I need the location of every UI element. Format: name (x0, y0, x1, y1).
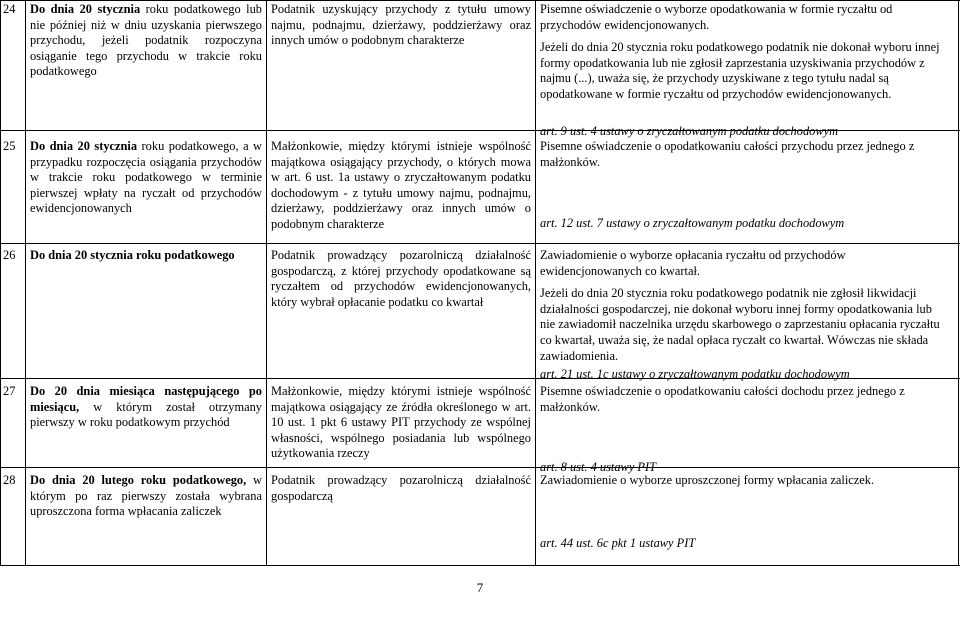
row-number: 28 (3, 473, 16, 487)
taxpayer-cell: Podatnik uzyskujący przychody z tytułu umowy najmu, podnajmu, dzierżawy, poddzierżawy oraz innych umów o podobnym charakterze (271, 2, 531, 48)
action-text: Zawiadomienie o wyborze uproszczonej formy wpłacania zaliczek. (540, 473, 875, 487)
action-text: Jeżeli do dnia 20 stycznia roku podatkowego podatnik nie zgłosił likwidacji działalności gospodarczej, nie dokonał wyboru innej formy opodatkowania lub nie zawiadomił naczelnika urzędu skarbowego o zaprzestaniu opłacania ryczałtu co kwartał, uważa się, że nadal opłaca ryczałt co kwartał. Wówczas nie składa zawiadomienia. (540, 286, 940, 363)
action-cell (540, 139, 950, 170)
deadline-cell (30, 2, 262, 80)
taxpayer-cell: Podatnik prowadzący pozarolniczą działalność gospodarczą (271, 473, 531, 503)
column-divider (266, 0, 267, 565)
deadline-cell (30, 248, 262, 264)
legal-reference: art. 44 ust. 6c pkt 1 ustawy PIT (540, 536, 696, 550)
column-divider (0, 0, 1, 565)
deadline-bold: Do dnia 20 stycznia (30, 139, 138, 153)
legal-reference: art. 9 ust. 4 ustawy o zryczałtowanym podatku dochodowym (540, 124, 839, 138)
column-divider (25, 0, 26, 565)
legal-reference: art. 21 ust. 1c ustawy o zryczałtowanym podatku dochodowym (540, 367, 850, 381)
taxpayer-cell: Podatnik prowadzący pozarolniczą działalność gospodarczą, z której przychody opodatkowane są ryczałtem od przychodów ewidencjonowanych, który wybrał opłacanie podatku co kwartał (271, 248, 531, 309)
legal-reference: art. 8 ust. 4 ustawy PIT (540, 460, 656, 474)
legal-reference: art. 12 ust. 7 ustawy o zryczałtowanym podatku dochodowym (540, 216, 845, 230)
deadline-cell (30, 384, 262, 431)
action-text: Pisemne oświadczenie o opodatkowaniu całości przychodu przez jednego z małżonków. (540, 139, 915, 169)
row-number: 27 (3, 384, 16, 398)
deadline-bold: Do dnia 20 stycznia (30, 2, 141, 16)
column-divider (958, 0, 959, 565)
taxpayer-cell: Małżonkowie, między którymi istnieje wspólność majątkowa osiągający przychody, o których mowa w art. 6 ust. 1a ustawy o zryczałtowanym podatku dochodowym - z tytułu umowy najmu, podnajmu, dzierżawy, poddzierżawy oraz innych umów o podobnym charakterze (271, 139, 531, 231)
action-cell (540, 248, 950, 364)
action-text: Jeżeli do dnia 20 stycznia roku podatkowego podatnik nie dokonał wyboru innej formy opodatkowania lub nie zgłosił zaprzestania uzyskiwania przychodów z najmu (...), uważa się, że przychody uzyskiwane z tego tytułu nadal są opodatkowane w formie ryczałtu od przychodów ewidencjonowanych. (540, 40, 940, 101)
action-cell (540, 473, 950, 489)
action-cell (540, 2, 950, 103)
page-number: 7 (476, 580, 484, 595)
table-border-bottom (0, 565, 960, 566)
row-number: 25 (3, 139, 16, 153)
deadline-bold: Do 20 dnia miesiąca następującego po miesiącu, (30, 384, 262, 414)
action-text: Zawiadomienie o wyborze opłacania ryczałtu od przychodów ewidencjonowanych co kwartał. (540, 248, 846, 278)
row-number: 26 (3, 248, 16, 262)
row-number: 24 (3, 2, 16, 16)
deadline-text: roku podatkowego lub nie później niż w dniu uzyskania pierwszego przychodu, jeżeli podatnik rozpoczyna osiąganie tego przychodu w trakcie roku podatkowego (30, 2, 262, 79)
table-border-top (0, 0, 960, 1)
action-text: Pisemne oświadczenie o opodatkowaniu całości dochodu przez jednego z małżonków. (540, 384, 905, 414)
deadline-cell (30, 473, 262, 520)
deadline-text: w którym po raz pierwszy została wybrana uproszczona forma wpłacania zaliczek (30, 473, 262, 519)
row-divider (0, 243, 960, 244)
deadline-text: roku podatkowego, a w przypadku rozpoczęcia osiągania przychodów w trakcie roku podatkowego w terminie pierwszej wpłaty na ryczałt od przychodów ewidencjonowanych (30, 139, 263, 216)
deadline-bold: Do dnia 20 lutego roku podatkowego, (30, 473, 247, 487)
taxpayer-cell: Małżonkowie, między którymi istnieje wspólność majątkowa osiągający ze źródła określonego w art. 10 ust. 1 pkt 6 ustawy PIT przychody ze wspólnej własności, wspólnego posiadania lub wspólnego użytkowania rzeczy (271, 384, 531, 461)
action-cell (540, 384, 950, 415)
column-divider (535, 0, 536, 565)
deadline-cell (30, 139, 262, 217)
deadline-bold: Do dnia 20 stycznia roku podatkowego (30, 248, 235, 262)
deadline-text: w którym został otrzymany pierwszy w roku podatkowym przychód (30, 399, 262, 430)
action-text: Pisemne oświadczenie o wyborze opodatkowania w formie ryczałtu od przychodów ewidencjonowanych. (540, 2, 893, 32)
